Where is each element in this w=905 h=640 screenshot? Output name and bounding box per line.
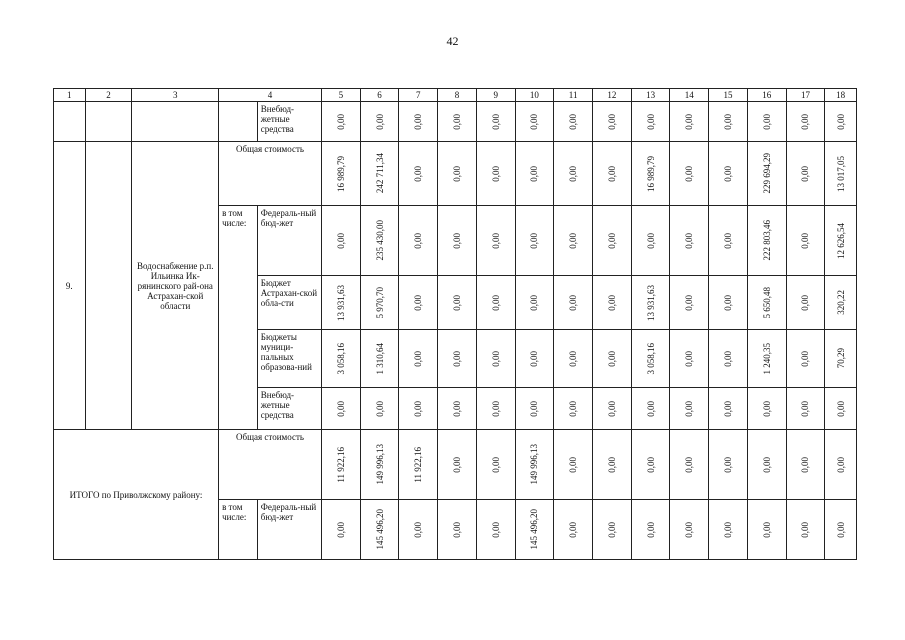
value-text: 0,00 (529, 350, 540, 367)
value-text: 0,00 (451, 521, 462, 538)
value-cell (438, 276, 477, 330)
value-cell (670, 500, 709, 560)
column-header: 15 (709, 89, 748, 102)
value-cell (709, 102, 748, 142)
value-cell (399, 430, 438, 500)
value-text: 145 496,20 (374, 509, 385, 550)
value-cell (321, 500, 360, 560)
value-cell (709, 276, 748, 330)
value-cell (709, 142, 748, 206)
value-text: 0,00 (800, 113, 811, 130)
value-text: 0,00 (529, 400, 540, 417)
value-text: 0,00 (645, 400, 656, 417)
value-text: 0,00 (684, 456, 695, 473)
value-cell (515, 500, 554, 560)
value-text: 0,00 (568, 113, 579, 130)
page-number: 42 (446, 34, 459, 48)
value-text: 0,00 (413, 294, 424, 311)
total-cost-label: Общая стоимость (219, 430, 322, 500)
column-header: 16 (747, 89, 786, 102)
column-header: 9 (476, 89, 515, 102)
value-text: 0,00 (374, 400, 385, 417)
value-cell (786, 330, 825, 388)
value-text: 70,29 (835, 348, 846, 369)
value-text: 13 017,05 (835, 155, 846, 192)
value-text: 0,00 (529, 232, 540, 249)
value-cell (825, 206, 857, 276)
num-cell (85, 102, 132, 142)
value-text: 0,00 (606, 232, 617, 249)
value-text: 0,00 (490, 232, 501, 249)
value-cell (476, 206, 515, 276)
value-text: 0,00 (684, 113, 695, 130)
value-text: 0,00 (645, 521, 656, 538)
value-text: 0,00 (684, 350, 695, 367)
value-text: 235 430,00 (374, 220, 385, 261)
value-cell (321, 430, 360, 500)
including-label: в том числе: (219, 206, 258, 430)
value-cell (593, 330, 632, 388)
value-cell (438, 500, 477, 560)
column-header: 7 (399, 89, 438, 102)
value-cell (438, 388, 477, 430)
column-header: 1 (54, 89, 86, 102)
value-cell (825, 430, 857, 500)
object-name: Водоснабжение р.п. Ильинка Ик-рянинского рай-она Астрахан-ской области (132, 142, 219, 430)
value-text: 0,00 (335, 113, 346, 130)
value-cell (476, 388, 515, 430)
value-cell (476, 142, 515, 206)
value-cell (515, 142, 554, 206)
value-cell (399, 500, 438, 560)
value-text: 0,00 (568, 232, 579, 249)
value-cell (476, 330, 515, 388)
value-text: 0,00 (800, 456, 811, 473)
source-label: Федераль-ный бюд-жет (257, 500, 321, 560)
value-text: 0,00 (568, 456, 579, 473)
value-text: 0,00 (606, 456, 617, 473)
column-header: 13 (631, 89, 670, 102)
value-cell (747, 142, 786, 206)
value-text: 0,00 (606, 521, 617, 538)
value-cell (747, 330, 786, 388)
value-text: 13 931,63 (645, 284, 656, 321)
value-cell (554, 500, 593, 560)
value-cell (554, 388, 593, 430)
value-cell (399, 142, 438, 206)
value-text: 0,00 (335, 521, 346, 538)
value-text: 3 058,16 (335, 342, 346, 375)
value-cell (438, 430, 477, 500)
value-cell (399, 276, 438, 330)
value-text: 222 803,46 (761, 220, 772, 261)
value-text: 13 931,63 (335, 284, 346, 321)
value-text: 0,00 (761, 456, 772, 473)
value-text: 0,00 (645, 232, 656, 249)
column-header: 10 (515, 89, 554, 102)
value-text: 0,00 (568, 165, 579, 182)
value-cell (399, 330, 438, 388)
value-cell (709, 330, 748, 388)
value-cell (360, 388, 399, 430)
value-text: 11 922,16 (335, 446, 346, 483)
value-cell (476, 430, 515, 500)
value-text: 0,00 (835, 456, 846, 473)
value-text: 5 970,70 (374, 286, 385, 319)
value-cell (360, 430, 399, 500)
value-cell (631, 276, 670, 330)
value-text: 16 989,79 (335, 155, 346, 192)
incl-cell (219, 102, 258, 142)
value-cell (554, 102, 593, 142)
value-text: 0,00 (413, 165, 424, 182)
value-cell (321, 276, 360, 330)
value-text: 11 922,16 (413, 446, 424, 483)
value-cell (747, 102, 786, 142)
value-text: 149 996,13 (374, 444, 385, 485)
value-text: 0,00 (568, 350, 579, 367)
value-text: 149 996,13 (529, 444, 540, 485)
value-cell (670, 430, 709, 500)
column-header: 4 (219, 89, 322, 102)
value-cell (825, 330, 857, 388)
value-cell (438, 102, 477, 142)
value-text: 0,00 (761, 113, 772, 130)
value-text: 0,00 (451, 350, 462, 367)
value-text: 0,00 (335, 232, 346, 249)
value-cell (554, 206, 593, 276)
value-cell (515, 388, 554, 430)
value-cell (670, 206, 709, 276)
value-cell (825, 276, 857, 330)
value-cell (321, 206, 360, 276)
value-cell (515, 276, 554, 330)
value-cell (554, 430, 593, 500)
column-header-row (54, 89, 857, 102)
value-cell (631, 388, 670, 430)
value-text: 0,00 (451, 165, 462, 182)
column-header: 2 (85, 89, 132, 102)
value-cell (360, 276, 399, 330)
value-cell (747, 430, 786, 500)
value-text: 0,00 (451, 400, 462, 417)
object-cell (132, 102, 219, 142)
column-header: 8 (438, 89, 477, 102)
value-cell (554, 330, 593, 388)
value-cell (360, 102, 399, 142)
value-cell (515, 430, 554, 500)
value-cell (709, 388, 748, 430)
value-cell (515, 206, 554, 276)
value-text: 0,00 (490, 350, 501, 367)
value-cell (399, 102, 438, 142)
value-text: 0,00 (490, 113, 501, 130)
value-text: 0,00 (684, 400, 695, 417)
column-header: 5 (321, 89, 360, 102)
value-cell (631, 206, 670, 276)
value-cell (786, 142, 825, 206)
value-cell (593, 388, 632, 430)
value-cell (786, 430, 825, 500)
value-text: 0,00 (490, 456, 501, 473)
value-text: 5 650,48 (761, 286, 772, 319)
value-cell (709, 500, 748, 560)
value-text: 0,00 (451, 294, 462, 311)
value-text: 0,00 (835, 521, 846, 538)
value-text: 0,00 (568, 294, 579, 311)
column-header: 17 (786, 89, 825, 102)
value-cell (593, 276, 632, 330)
value-text: 0,00 (413, 113, 424, 130)
column-header: 6 (360, 89, 399, 102)
value-text: 0,00 (723, 521, 734, 538)
value-text: 242 711,34 (374, 153, 385, 194)
value-text: 0,00 (723, 165, 734, 182)
value-text: 0,00 (684, 165, 695, 182)
financing-table (53, 88, 857, 560)
value-text: 0,00 (800, 232, 811, 249)
value-text: 0,00 (723, 350, 734, 367)
value-text: 0,00 (761, 400, 772, 417)
value-text: 0,00 (723, 400, 734, 417)
empty-cell (85, 142, 132, 430)
value-cell (476, 276, 515, 330)
value-text: 0,00 (761, 521, 772, 538)
value-cell (631, 430, 670, 500)
value-text: 0,00 (490, 400, 501, 417)
value-text: 1 240,35 (761, 342, 772, 375)
value-cell (786, 102, 825, 142)
value-cell (631, 142, 670, 206)
value-text: 0,00 (723, 113, 734, 130)
value-text: 0,00 (451, 113, 462, 130)
value-text: 0,00 (684, 294, 695, 311)
value-text: 0,00 (568, 521, 579, 538)
value-cell (438, 206, 477, 276)
value-cell (360, 206, 399, 276)
value-cell (554, 142, 593, 206)
value-text: 0,00 (645, 113, 656, 130)
value-text: 0,00 (684, 521, 695, 538)
column-header: 11 (554, 89, 593, 102)
value-text: 0,00 (800, 294, 811, 311)
value-text: 0,00 (723, 294, 734, 311)
value-cell (593, 142, 632, 206)
value-cell (670, 102, 709, 142)
column-header: 12 (593, 89, 632, 102)
value-cell (438, 142, 477, 206)
idx-cell (54, 102, 86, 142)
value-cell (360, 142, 399, 206)
value-cell (825, 102, 857, 142)
value-text: 0,00 (800, 521, 811, 538)
value-cell (747, 276, 786, 330)
value-cell (399, 388, 438, 430)
source-label: Бюджет Астрахан-ской обла-сти (257, 276, 321, 330)
value-text: 0,00 (800, 400, 811, 417)
value-text: 0,00 (568, 400, 579, 417)
value-text: 0,00 (800, 350, 811, 367)
value-text: 0,00 (529, 165, 540, 182)
value-cell (747, 206, 786, 276)
value-text: 12 626,54 (835, 222, 846, 259)
row-index: 9. (54, 142, 86, 430)
value-text: 0,00 (490, 165, 501, 182)
column-header: 3 (132, 89, 219, 102)
value-cell (593, 430, 632, 500)
source-label: Внебюд-жетные средства (257, 388, 321, 430)
value-text: 0,00 (684, 232, 695, 249)
value-cell (360, 500, 399, 560)
value-text: 0,00 (413, 350, 424, 367)
value-cell (399, 206, 438, 276)
value-cell (786, 500, 825, 560)
value-cell (670, 388, 709, 430)
value-text: 0,00 (800, 165, 811, 182)
value-cell (515, 330, 554, 388)
value-text: 0,00 (529, 294, 540, 311)
value-text: 16 989,79 (645, 155, 656, 192)
value-cell (709, 430, 748, 500)
source-label: Внебюд- жетные средства (257, 102, 321, 142)
value-cell (476, 500, 515, 560)
value-cell (631, 500, 670, 560)
value-cell (321, 330, 360, 388)
value-cell (786, 276, 825, 330)
value-text: 0,00 (529, 113, 540, 130)
value-text: 3 058,16 (645, 342, 656, 375)
value-cell (631, 102, 670, 142)
table-row (54, 102, 857, 142)
value-cell (554, 276, 593, 330)
column-header: 14 (670, 89, 709, 102)
value-text: 0,00 (645, 456, 656, 473)
value-cell (631, 330, 670, 388)
value-text: 0,00 (490, 521, 501, 538)
value-text: 0,00 (490, 294, 501, 311)
value-cell (670, 276, 709, 330)
value-text: 0,00 (413, 232, 424, 249)
value-text: 0,00 (723, 456, 734, 473)
value-cell (825, 142, 857, 206)
value-cell (321, 388, 360, 430)
value-text: 0,00 (451, 456, 462, 473)
value-cell (709, 206, 748, 276)
column-header: 18 (825, 89, 857, 102)
source-label: Бюджеты муници-пальных образова-ний (257, 330, 321, 388)
value-cell (593, 206, 632, 276)
value-cell (476, 102, 515, 142)
value-text: 0,00 (413, 400, 424, 417)
value-cell (747, 500, 786, 560)
value-text: 1 310,64 (374, 342, 385, 375)
value-text: 0,00 (451, 232, 462, 249)
value-cell (786, 206, 825, 276)
value-cell (786, 388, 825, 430)
table-row (54, 142, 857, 206)
value-cell (515, 102, 554, 142)
value-cell (825, 388, 857, 430)
value-text: 0,00 (606, 113, 617, 130)
value-text: 0,00 (606, 350, 617, 367)
value-cell (593, 102, 632, 142)
value-text: 229 694,29 (761, 153, 772, 194)
value-text: 0,00 (606, 400, 617, 417)
value-cell (360, 330, 399, 388)
value-cell (825, 500, 857, 560)
value-text: 0,00 (835, 400, 846, 417)
table-row (54, 430, 857, 500)
source-label: Федераль-ный бюд-жет (257, 206, 321, 276)
value-cell (747, 388, 786, 430)
value-text: 0,00 (335, 400, 346, 417)
value-text: 0,00 (835, 113, 846, 130)
value-cell (593, 500, 632, 560)
value-text: 320,22 (835, 290, 846, 315)
value-cell (321, 102, 360, 142)
value-text: 0,00 (413, 521, 424, 538)
including-label: в том числе: (219, 500, 258, 560)
value-cell (670, 330, 709, 388)
value-text: 0,00 (374, 113, 385, 130)
total-cost-label: Общая стоимость (219, 142, 322, 206)
value-cell (438, 330, 477, 388)
value-cell (670, 142, 709, 206)
district-total-label: ИТОГО по Приволжскому району: (54, 430, 219, 560)
value-text: 0,00 (606, 165, 617, 182)
value-text: 145 496,20 (529, 509, 540, 550)
value-cell (321, 142, 360, 206)
value-text: 0,00 (723, 232, 734, 249)
value-text: 0,00 (606, 294, 617, 311)
